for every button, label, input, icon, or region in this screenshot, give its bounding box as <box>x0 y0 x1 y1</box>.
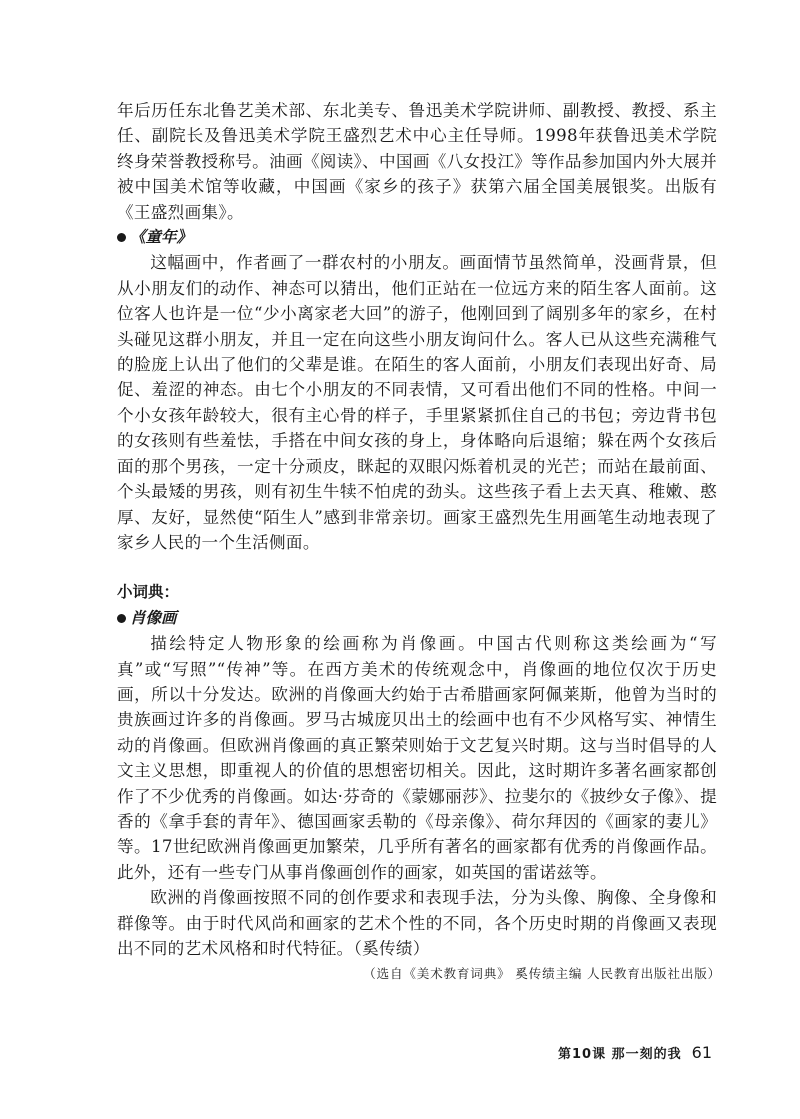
childhood-paragraph: 这幅画中，作者画了一群农村的小朋友。画面情节虽然简单，没画背景，但从小朋友们的动作、神态可以猜出，他们正站在一位远方来的陌生客人面前。这位客人也许是一位“少小离家老大回”的游子，他刚回到了阔别多年的家乡，在村头碰见这群小朋友，并且一定在向这些小朋友询问什么。客人已从这些充满稚气的脸庞上认出了他们的父辈是谁。在陌生的客人面前，小朋友们表现出好奇、局促、羞涩的神态。由七个小朋友的不同表情，又可看出他们不同的性格。中间一个小女孩年龄较大，很有主心骨的样子，手里紧紧抓住自己的书包；旁边背书包的女孩则有些羞怯，手搭在中间女孩的身上，身体略向后退缩；躲在两个女孩后面的那个男孩，一定十分顽皮，眯起的双眼闪烁着机灵的光芒；而站在最前面、个头最矮的男孩，则有初生牛犊不怕虎的劲头。这些孩子看上去天真、稚嫩、憨厚、友好，显然使“陌生人”感到非常亲切。画家王盛烈先生用画笔生动地表现了家乡人民的一个生活侧面。 <box>117 253 717 552</box>
page-content <box>117 98 721 985</box>
glossary-title: 小词典： <box>117 583 180 602</box>
glossary-heading-text: 肖像画 <box>130 608 177 627</box>
bullet-dot-icon <box>117 233 126 242</box>
glossary-heading-portrait <box>117 606 717 631</box>
section-heading-childhood <box>117 225 717 250</box>
bullet-dot-icon <box>117 614 126 623</box>
page-footer <box>558 1043 712 1062</box>
page-number: 61 <box>691 1043 712 1062</box>
lesson-title: 第10课 那一刻的我 <box>558 1047 682 1062</box>
portrait-paragraph-1: 描绘特定人物形象的绘画称为肖像画。中国古代则称这类绘画为“写真”或“写照”“传神”等。在西方美术的传统观念中，肖像画的地位仅次于历史画，所以十分发达。欧洲的肖像画大约始于古希腊画家阿佩莱斯，他曾为当时的贵族画过许多的肖像画。罗马古城庞贝出土的绘画中也有不少风格写实、神情生动的肖像画。但欧洲肖像画的真正繁荣则始于文艺复兴时期。这与当时倡导的人文主义思想，即重视人的价值的思想密切相关。因此，这时期许多著名画家都创作了不少优秀的肖像画。如达·芬奇的《蒙娜丽莎》、拉斐尔的《披纱女子像》、提香的《拿手套的青年》、德国画家丢勒的《母亲像》、荷尔拜因的《画家的妻儿》等。17世纪欧洲肖像画更加繁荣，几乎所有著名的画家都有优秀的肖像画作品。此外，还有一些专门从事肖像画创作的画家，如英国的雷诺兹等。 <box>117 634 717 882</box>
portrait-paragraph-2: 欧洲的肖像画按照不同的创作要求和表现手法，分为头像、胸像、全身像和群像等。由于时代风尚和画家的艺术个性的不同，各个历史时期的肖像画又表现出不同的艺术风格和时代特征。（奚传绩） <box>117 888 717 958</box>
spacer <box>117 555 717 580</box>
source-citation: （选自《美术教育词典》 奚传绩主编 人民教育出版社出版） <box>363 966 721 982</box>
section-heading-text: 《童年》 <box>130 228 193 247</box>
intro-paragraph: 年后历任东北鲁艺美术部、东北美专、鲁迅美术学院讲师、副教授、教授、系主任、副院长及鲁迅美术学院王盛烈艺术中心主任导师。1998年获鲁迅美术学院终身荣誉教授称号。油画《阅读》、中国画《八女投江》等作品参加国内外大展并被中国美术馆等收藏，中国画《家乡的孩子》获第六届全国美展银奖。出版有《王盛烈画集》。 <box>117 101 717 222</box>
